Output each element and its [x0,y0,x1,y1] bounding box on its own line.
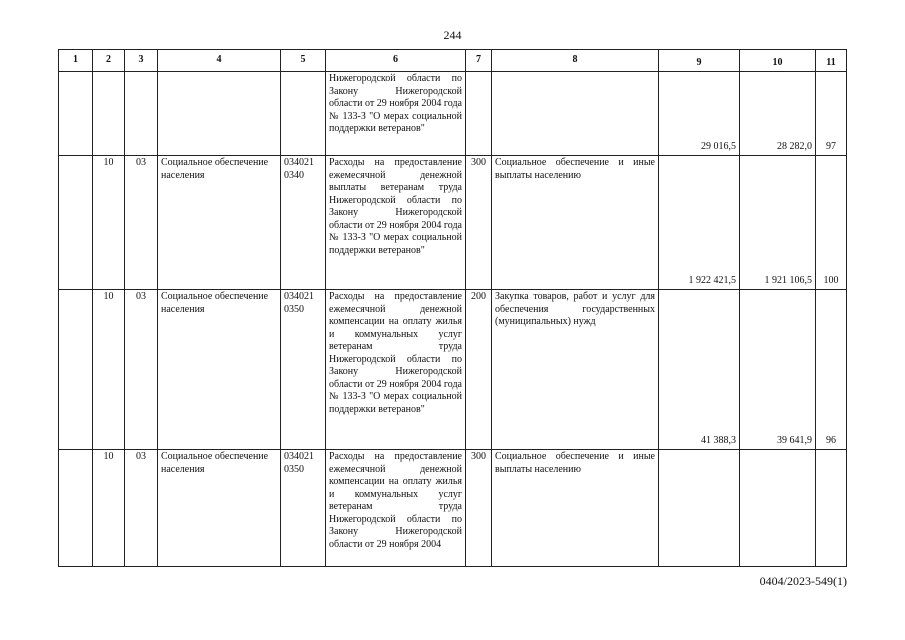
cell-section: 10 [93,450,125,567]
cell-expense-type-name [492,72,659,156]
col-header-8: 8 [492,50,659,72]
cell-subsection-name [158,72,281,156]
cell-target-code: 034021 0350 [281,290,326,450]
cell-percent: 96 [816,290,847,450]
cell-executed: 1 921 106,5 [740,156,816,290]
col-header-2: 2 [93,50,125,72]
col-header-10: 10 [740,50,816,72]
col-header-4: 4 [158,50,281,72]
cell-subsection-name: Социальное обеспечение населения [158,290,281,450]
col-header-9: 9 [659,50,740,72]
page-number: 244 [443,28,462,42]
cell-subsection [125,72,158,156]
cell-expense-description: Расходы на предоставление ежемесячной денежной компенсации на оплату жилья и коммунальных услуг ветеранам труда Нижегородской области по Закону Нижегородской области от 29 ноября 2004 [326,450,466,567]
cell-col1 [59,450,93,567]
cell-expense-type-name: Социальное обеспечение и иные выплаты населению [492,156,659,290]
col-header-6: 6 [326,50,466,72]
col-header-11: 11 [816,50,847,72]
cell-expense-type [466,72,492,156]
cell-subsection-name: Социальное обеспечение населения [158,156,281,290]
cell-section: 10 [93,290,125,450]
cell-executed: 39 641,9 [740,290,816,450]
document-code: 0404/2023-549(1) [759,574,847,588]
cell-expense-description: Расходы на предоставление ежемесячной денежной компенсации на оплату жилья и коммунальных услуг ветеранам труда Нижегородской области по Закону Нижегородской области от 29 ноября 2004 года № 133-З "О мерах социальной поддержки ветеранов" [326,290,466,450]
cell-expense-type-name: Социальное обеспечение и иные выплаты населению [492,450,659,567]
col-header-1: 1 [59,50,93,72]
cell-target-code: 034021 0350 [281,450,326,567]
header-row [59,50,847,72]
table-row [59,156,847,290]
cell-expense-type: 200 [466,290,492,450]
cell-target-code: 034021 0340 [281,156,326,290]
cell-percent: 100 [816,156,847,290]
cell-section [93,72,125,156]
cell-subsection: 03 [125,290,158,450]
cell-percent: 97 [816,72,847,156]
cell-planned [659,450,740,567]
col-header-5: 5 [281,50,326,72]
cell-subsection: 03 [125,450,158,567]
cell-expense-type-name: Закупка товаров, работ и услуг для обеспечения государственных (муниципальных) нужд [492,290,659,450]
cell-expense-type: 300 [466,156,492,290]
cell-executed [740,450,816,567]
cell-subsection-name: Социальное обеспечение населения [158,450,281,567]
cell-planned: 1 922 421,5 [659,156,740,290]
cell-executed: 28 282,0 [740,72,816,156]
cell-section: 10 [93,156,125,290]
table-row [59,290,847,450]
cell-col1 [59,156,93,290]
cell-expense-description: Нижегородской области по Закону Нижегородской области от 29 ноября 2004 года № 133-З "О мерах социальной поддержки ветеранов" [326,72,466,156]
cell-planned: 29 016,5 [659,72,740,156]
cell-target-code [281,72,326,156]
cell-col1 [59,72,93,156]
col-header-7: 7 [466,50,492,72]
cell-expense-description: Расходы на предоставление ежемесячной денежной выплаты ветеранам труда Нижегородской области по Закону Нижегородской области от 29 ноября 2004 года № 133-З "О мерах социальной поддержки ветеранов" [326,156,466,290]
table-row [59,72,847,156]
table-row [59,450,847,567]
cell-percent [816,450,847,567]
cell-subsection: 03 [125,156,158,290]
col-header-3: 3 [125,50,158,72]
cell-col1 [59,290,93,450]
cell-expense-type: 300 [466,450,492,567]
cell-planned: 41 388,3 [659,290,740,450]
budget-table [58,49,847,567]
